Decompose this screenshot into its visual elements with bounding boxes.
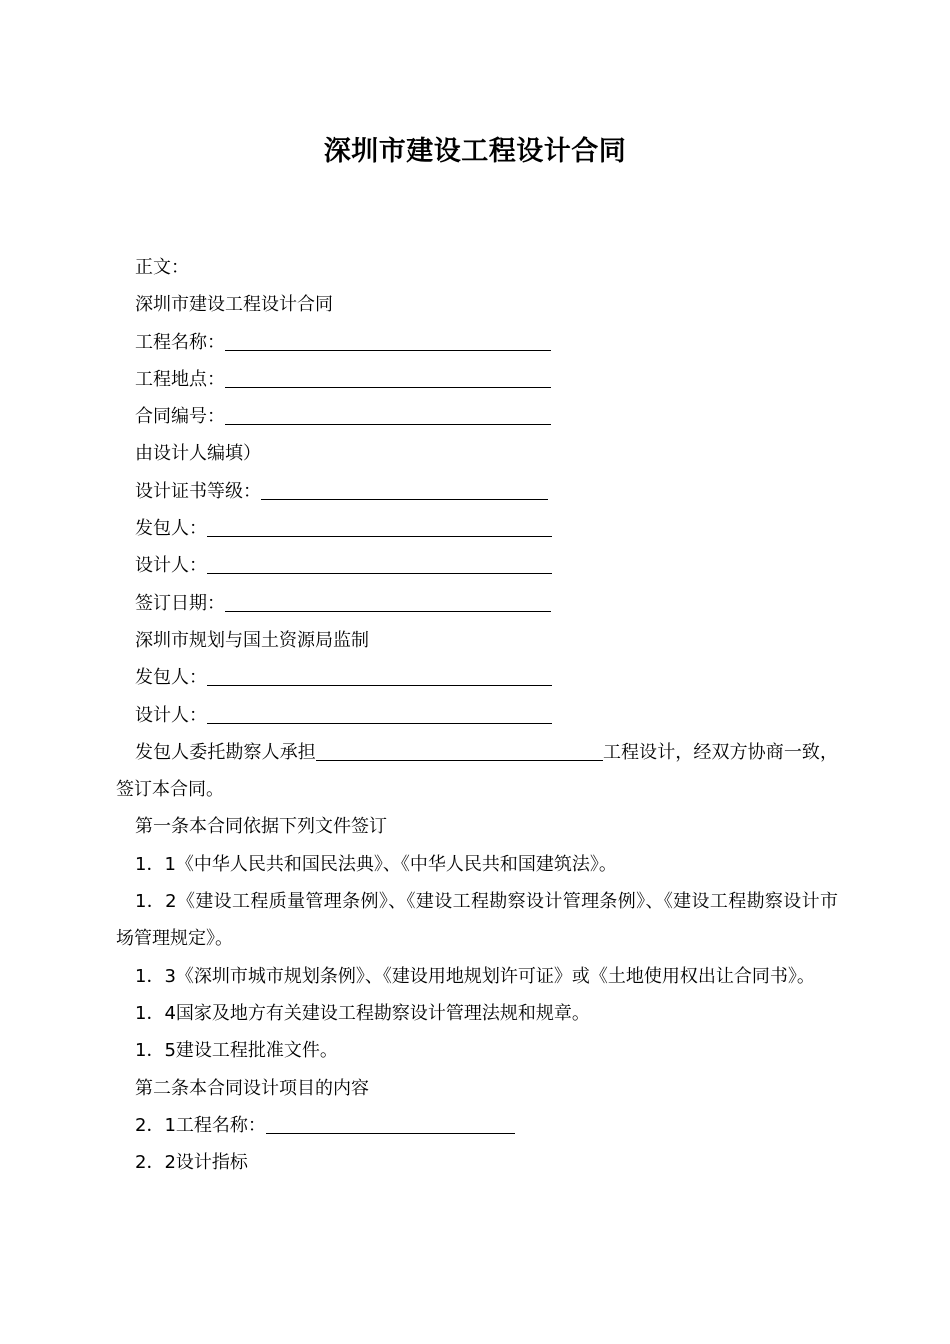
document-body (116, 249, 838, 1181)
field-label: 发包人： (135, 518, 207, 540)
fill-blank (225, 331, 551, 351)
field-project-name-2 (116, 1107, 838, 1144)
article-heading: 第一条本合同依据下列文件签订 (135, 816, 387, 838)
fill-blank (225, 405, 551, 425)
field-signing-date (116, 585, 838, 622)
field-label: 工程地点： (135, 368, 225, 390)
field-label: 设计证书等级： (135, 480, 261, 502)
field-project-location (116, 361, 838, 398)
field-employer (116, 510, 838, 547)
clause: 1．3《深圳市城市规划条例》、《建设用地规划许可证》或《土地使用权出让合同书》。 (135, 965, 815, 987)
fill-blank (266, 1114, 515, 1134)
field-contract-number (116, 398, 838, 435)
clause: 1．4国家及地方有关建设工程勘察设计管理法规和规章。 (135, 1002, 590, 1024)
document-title: 深圳市建设工程设计合同 (323, 136, 627, 167)
field-label: 设计人： (135, 704, 207, 726)
text-line: 由设计人编填） (135, 443, 261, 465)
fill-blank (225, 368, 551, 388)
clause: 2．2设计指标 (135, 1152, 248, 1174)
text-line: 正文： (135, 257, 189, 278)
fill-blank (207, 704, 552, 724)
paragraph-entrust: 发包人委托勘察人承担 工程设计，经双方协商一致，签订本合同。 (116, 741, 839, 801)
text-line: 深圳市规划与国土资源局监制 (135, 629, 369, 651)
fill-blank (225, 592, 551, 612)
text-line: 深圳市建设工程设计合同 (135, 294, 333, 316)
fill-blank (207, 554, 552, 574)
clause: 1．2《建设工程质量管理条例》、《建设工程勘察设计管理条例》、《建设工程勘察设计市场管理规定》。 (116, 891, 838, 950)
field-label: 合同编号： (135, 406, 225, 428)
fill-blank (207, 517, 552, 537)
article-heading: 第二条本合同设计项目的内容 (135, 1077, 369, 1099)
field-label: 工程名称： (135, 331, 225, 353)
field-label: 签订日期： (135, 592, 225, 614)
fill-blank (261, 480, 548, 500)
field-project-name (116, 324, 838, 361)
fill-blank (207, 666, 552, 686)
field-designer-2 (116, 697, 838, 734)
clause: 1．1《中华人民共和国民法典》、《中华人民共和国建筑法》。 (135, 853, 617, 875)
clause: 1．5建设工程批准文件。 (135, 1040, 338, 1062)
field-designer (116, 547, 838, 584)
field-label: 2．1工程名称： (135, 1114, 266, 1136)
field-employer-2 (116, 659, 838, 696)
field-certificate-grade (116, 473, 838, 510)
field-label: 设计人： (135, 555, 207, 577)
field-label: 发包人： (135, 667, 207, 689)
fill-blank (316, 741, 603, 761)
